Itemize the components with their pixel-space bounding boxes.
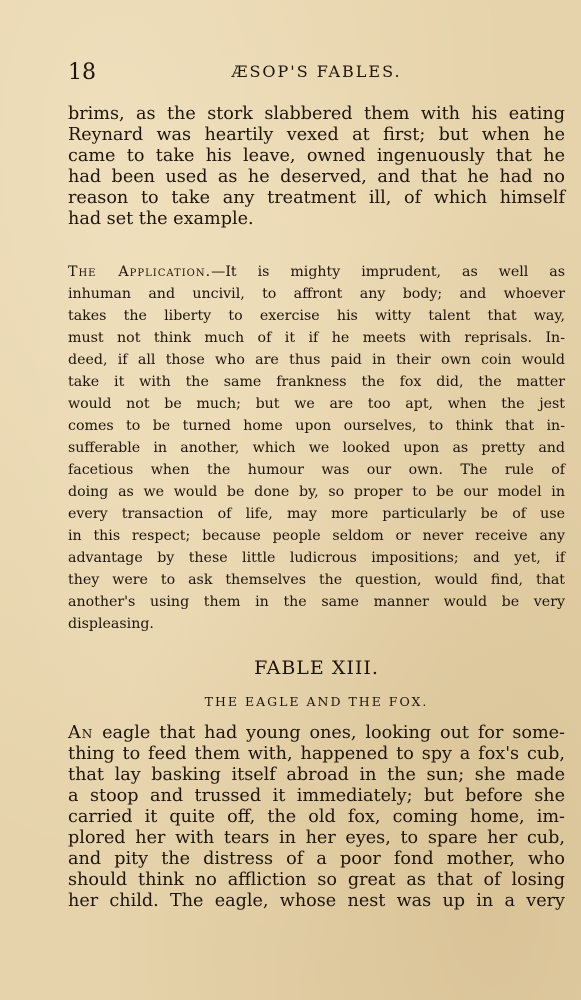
text-line: and pity the distress of a poor fond mother, who: [68, 849, 565, 870]
text-line: take it with the same frankness the fox did, the matter: [68, 373, 565, 390]
application-heading: The Application.: [68, 263, 212, 280]
text-line: thing to feed them with, happened to spy a fox's cub,: [68, 743, 565, 764]
text-line: comes to be turned home upon ourselves, to think that in-: [68, 417, 565, 434]
fable-paragraph: [68, 723, 565, 913]
fable-ending-paragraph: [68, 104, 565, 231]
text-line: [68, 723, 565, 744]
text-line: in this respect; because people seldom or never receive any: [68, 527, 565, 544]
text-line: deed, if all those who are thus paid in their own coin would: [68, 351, 565, 368]
text-line: displeasing.: [68, 615, 154, 632]
text-line: brims, as the stork slabbered them with his eating: [68, 104, 565, 124]
fable-opening-word: An: [68, 722, 94, 743]
text-line: facetious when the humour was our own. The rule of: [68, 461, 565, 478]
text-line: had set the example.: [68, 209, 254, 230]
text-line: advantage by these little ludicrous impositions; and yet, if: [68, 549, 565, 566]
application-first-line: —It is mighty imprudent, as well as: [211, 263, 565, 280]
text-line: every transaction of life, may more particularly be of use: [68, 505, 565, 522]
text-line: that lay basking itself abroad in the sun; she made: [68, 764, 565, 785]
text-line: had been used as he deserved, and that he had no: [68, 167, 565, 188]
text-line: Reynard was heartily vexed at first; but when he: [68, 125, 565, 146]
page-number: 18: [68, 60, 96, 85]
text-line: they were to ask themselves the question, would find, that: [68, 571, 565, 588]
text-line: sufferable in another, which we looked upon as pretty and: [68, 439, 565, 456]
text-line: [68, 261, 565, 283]
text-line: carried it quite off, the old fox, coming home, im-: [68, 806, 565, 827]
book-page: [68, 58, 565, 912]
application-paragraph: [68, 261, 565, 635]
text-line: plored her with tears in her eyes, to spare her cub,: [68, 828, 565, 849]
text-line: her child. The eagle, whose nest was up in a very: [68, 891, 565, 912]
fable-title: FABLE XIII.: [254, 656, 379, 679]
text-line: inhuman and uncivil, to affront any body; and whoever: [68, 285, 565, 302]
text-line: should think no affliction so great as that of losing: [68, 870, 565, 891]
text-line: must not think much of it if he meets with reprisals. In-: [68, 329, 565, 346]
fable-first-line: eagle that had young ones, looking out for some-: [93, 722, 565, 743]
running-head: [68, 58, 565, 90]
text-line: doing as we would be done by, so proper to be our model in: [68, 483, 565, 500]
text-line: came to take his leave, owned ingenuously that he: [68, 146, 565, 167]
fable-subtitle: THE EAGLE AND THE FOX.: [204, 693, 429, 709]
text-line: reason to take any treatment ill, of which himself: [68, 188, 565, 209]
text-line: another's using them in the same manner would be very: [68, 593, 565, 610]
text-line: takes the liberty to exercise his witty talent that way,: [68, 307, 565, 324]
text-line: would not be much; but we are too apt, when the jest: [68, 395, 565, 412]
text-line: a stoop and trussed it immediately; but before she: [68, 785, 565, 806]
running-title: ÆSOP'S FABLES.: [231, 62, 402, 81]
